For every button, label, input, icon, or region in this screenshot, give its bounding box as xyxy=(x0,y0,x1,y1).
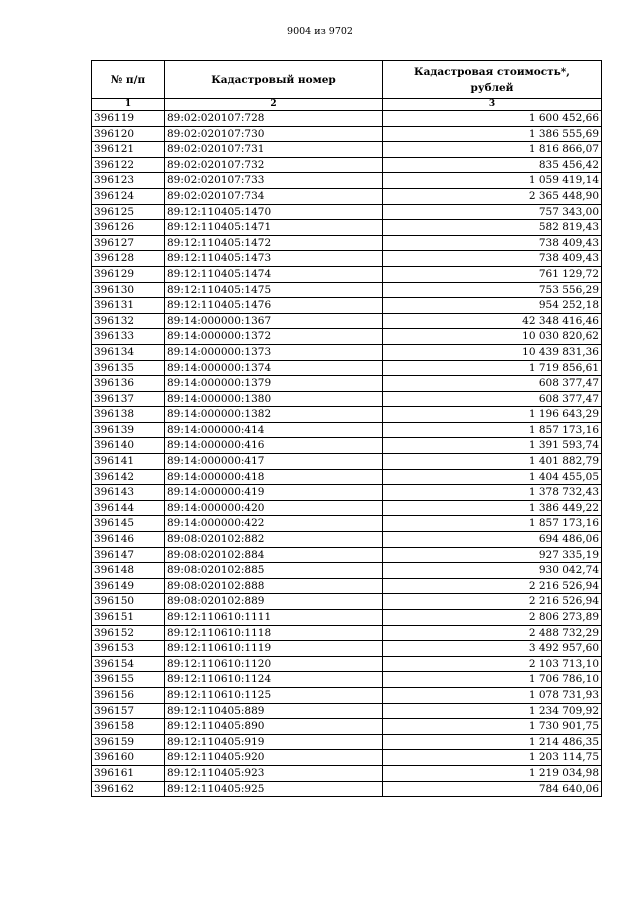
cadastral-value-cell: 10 030 820,62 xyxy=(383,329,602,345)
cadastral-value-cell: 694 486,06 xyxy=(383,532,602,548)
row-number-cell: 396159 xyxy=(92,734,165,750)
table-row xyxy=(92,235,602,251)
cadastral-number-cell: 89:08:020102:889 xyxy=(165,594,383,610)
cadastral-value-cell: 1 600 452,66 xyxy=(383,111,602,127)
cadastral-value-cell: 784 640,06 xyxy=(383,781,602,797)
cadastral-number-cell: 89:12:110405:1471 xyxy=(165,220,383,236)
cadastral-value-cell: 2 365 448,90 xyxy=(383,188,602,204)
cadastral-number-cell: 89:14:000000:1380 xyxy=(165,391,383,407)
row-number-cell: 396162 xyxy=(92,781,165,797)
cadastral-number-cell: 89:08:020102:882 xyxy=(165,532,383,548)
row-number-cell: 396161 xyxy=(92,765,165,781)
row-number-cell: 396160 xyxy=(92,750,165,766)
row-number-cell: 396133 xyxy=(92,329,165,345)
cadastral-value-cell: 2 488 732,29 xyxy=(383,625,602,641)
row-number-cell: 396141 xyxy=(92,454,165,470)
cadastral-number-cell: 89:14:000000:1374 xyxy=(165,360,383,376)
cadastral-number-cell: 89:14:000000:1379 xyxy=(165,376,383,392)
row-number-cell: 396138 xyxy=(92,407,165,423)
row-number-cell: 396135 xyxy=(92,360,165,376)
table-row xyxy=(92,376,602,392)
cadastral-value-cell: 761 129,72 xyxy=(383,266,602,282)
cadastral-value-cell: 1 401 882,79 xyxy=(383,454,602,470)
row-number-cell: 396149 xyxy=(92,578,165,594)
row-number-cell: 396121 xyxy=(92,142,165,158)
table-row xyxy=(92,563,602,579)
row-number-cell: 396148 xyxy=(92,563,165,579)
table-row xyxy=(92,313,602,329)
table-row xyxy=(92,454,602,470)
cadastral-number-cell: 89:12:110405:889 xyxy=(165,703,383,719)
row-number-cell: 396150 xyxy=(92,594,165,610)
cadastral-number-cell: 89:02:020107:733 xyxy=(165,173,383,189)
column-number-3: 3 xyxy=(383,99,602,111)
table-row xyxy=(92,594,602,610)
table-body xyxy=(92,111,602,797)
cadastral-value-cell: 1 234 709,92 xyxy=(383,703,602,719)
cadastral-number-cell: 89:14:000000:416 xyxy=(165,438,383,454)
cadastral-value-cell: 835 456,42 xyxy=(383,157,602,173)
table-row xyxy=(92,391,602,407)
cadastral-value-cell: 10 439 831,36 xyxy=(383,344,602,360)
row-number-cell: 396153 xyxy=(92,641,165,657)
cadastral-value-cell: 1 719 856,61 xyxy=(383,360,602,376)
table-row xyxy=(92,204,602,220)
cadastral-number-cell: 89:14:000000:419 xyxy=(165,485,383,501)
row-number-cell: 396143 xyxy=(92,485,165,501)
row-number-cell: 396151 xyxy=(92,610,165,626)
cadastral-value-cell: 1 203 114,75 xyxy=(383,750,602,766)
row-number-cell: 396156 xyxy=(92,687,165,703)
row-number-cell: 396120 xyxy=(92,126,165,142)
cadastral-value-cell: 753 556,29 xyxy=(383,282,602,298)
table-row xyxy=(92,703,602,719)
cadastral-number-cell: 89:12:110405:1473 xyxy=(165,251,383,267)
cadastral-number-cell: 89:14:000000:417 xyxy=(165,454,383,470)
column-number-row xyxy=(92,99,602,111)
cadastral-value-cell: 1 219 034,98 xyxy=(383,765,602,781)
row-number-cell: 396123 xyxy=(92,173,165,189)
cadastral-number-cell: 89:12:110610:1118 xyxy=(165,625,383,641)
cadastral-value-cell: 1 730 901,75 xyxy=(383,719,602,735)
cadastral-value-cell: 1 386 555,69 xyxy=(383,126,602,142)
cadastral-number-cell: 89:12:110405:920 xyxy=(165,750,383,766)
cadastral-value-cell: 2 103 713,10 xyxy=(383,656,602,672)
cadastral-number-cell: 89:14:000000:1373 xyxy=(165,344,383,360)
row-number-cell: 396146 xyxy=(92,532,165,548)
cadastral-value-cell: 42 348 416,46 xyxy=(383,313,602,329)
row-number-cell: 396132 xyxy=(92,313,165,329)
table-row xyxy=(92,500,602,516)
table-row xyxy=(92,516,602,532)
row-number-cell: 396130 xyxy=(92,282,165,298)
column-number-1: 1 xyxy=(92,99,165,111)
cadastral-value-cell: 738 409,43 xyxy=(383,251,602,267)
column-header-cadastral-value: Кадастровая стоимость*, рублей xyxy=(383,61,602,99)
cadastral-number-cell: 89:12:110405:1474 xyxy=(165,266,383,282)
cadastral-number-cell: 89:12:110610:1111 xyxy=(165,610,383,626)
row-number-cell: 396137 xyxy=(92,391,165,407)
cadastral-value-cell: 1 857 173,16 xyxy=(383,516,602,532)
cadastral-value-cell: 738 409,43 xyxy=(383,235,602,251)
row-number-cell: 396147 xyxy=(92,547,165,563)
cadastral-value-cell: 3 492 957,60 xyxy=(383,641,602,657)
column-header-cadastral-number: Кадастровый номер xyxy=(165,61,383,99)
cadastral-number-cell: 89:08:020102:888 xyxy=(165,578,383,594)
row-number-cell: 396127 xyxy=(92,235,165,251)
row-number-cell: 396131 xyxy=(92,298,165,314)
table-row xyxy=(92,532,602,548)
cadastral-number-cell: 89:14:000000:1372 xyxy=(165,329,383,345)
cadastral-value-cell: 1 706 786,10 xyxy=(383,672,602,688)
table-row xyxy=(92,251,602,267)
cadastral-value-cell: 1 378 732,43 xyxy=(383,485,602,501)
table-row xyxy=(92,126,602,142)
cadastral-value-table xyxy=(91,60,602,797)
cadastral-number-cell: 89:02:020107:731 xyxy=(165,142,383,158)
cadastral-value-cell: 954 252,18 xyxy=(383,298,602,314)
row-number-cell: 396119 xyxy=(92,111,165,127)
cadastral-value-cell: 1 404 455,05 xyxy=(383,469,602,485)
table-row xyxy=(92,298,602,314)
table-row xyxy=(92,282,602,298)
table-row xyxy=(92,672,602,688)
cadastral-value-cell: 2 806 273,89 xyxy=(383,610,602,626)
table-row xyxy=(92,719,602,735)
table-row xyxy=(92,111,602,127)
cadastral-number-cell: 89:14:000000:1367 xyxy=(165,313,383,329)
cadastral-number-cell: 89:14:000000:420 xyxy=(165,500,383,516)
table-row xyxy=(92,656,602,672)
table-row xyxy=(92,641,602,657)
table-row xyxy=(92,469,602,485)
table-row xyxy=(92,142,602,158)
cadastral-value-cell: 2 216 526,94 xyxy=(383,578,602,594)
cadastral-value-cell: 1 078 731,93 xyxy=(383,687,602,703)
table-row xyxy=(92,781,602,797)
table-row xyxy=(92,750,602,766)
row-number-cell: 396152 xyxy=(92,625,165,641)
cadastral-number-cell: 89:02:020107:730 xyxy=(165,126,383,142)
cadastral-number-cell: 89:14:000000:414 xyxy=(165,422,383,438)
table-row xyxy=(92,610,602,626)
row-number-cell: 396136 xyxy=(92,376,165,392)
table-row xyxy=(92,220,602,236)
table-row xyxy=(92,266,602,282)
row-number-cell: 396142 xyxy=(92,469,165,485)
cadastral-value-cell: 927 335,19 xyxy=(383,547,602,563)
column-header-number: № п/п xyxy=(92,61,165,99)
cadastral-value-cell: 757 343,00 xyxy=(383,204,602,220)
cadastral-number-cell: 89:12:110405:923 xyxy=(165,765,383,781)
cadastral-number-cell: 89:12:110405:919 xyxy=(165,734,383,750)
cadastral-value-cell: 1 857 173,16 xyxy=(383,422,602,438)
table-row xyxy=(92,344,602,360)
table-row xyxy=(92,407,602,423)
cadastral-value-cell: 930 042,74 xyxy=(383,563,602,579)
table-row xyxy=(92,687,602,703)
cadastral-value-cell: 1 059 419,14 xyxy=(383,173,602,189)
table-row xyxy=(92,188,602,204)
table-row xyxy=(92,173,602,189)
cadastral-number-cell: 89:12:110405:1472 xyxy=(165,235,383,251)
table-row xyxy=(92,329,602,345)
cadastral-value-cell: 608 377,47 xyxy=(383,376,602,392)
row-number-cell: 396128 xyxy=(92,251,165,267)
cadastral-number-cell: 89:12:110405:1476 xyxy=(165,298,383,314)
cadastral-number-cell: 89:12:110405:1475 xyxy=(165,282,383,298)
table-row xyxy=(92,625,602,641)
row-number-cell: 396158 xyxy=(92,719,165,735)
cadastral-number-cell: 89:02:020107:728 xyxy=(165,111,383,127)
row-number-cell: 396126 xyxy=(92,220,165,236)
table-row xyxy=(92,422,602,438)
cadastral-number-cell: 89:14:000000:418 xyxy=(165,469,383,485)
row-number-cell: 396134 xyxy=(92,344,165,360)
row-number-cell: 396154 xyxy=(92,656,165,672)
cadastral-value-cell: 608 377,47 xyxy=(383,391,602,407)
row-number-cell: 396140 xyxy=(92,438,165,454)
column-number-2: 2 xyxy=(165,99,383,111)
cadastral-value-cell: 1 196 643,29 xyxy=(383,407,602,423)
cadastral-number-cell: 89:12:110610:1119 xyxy=(165,641,383,657)
table-row xyxy=(92,360,602,376)
row-number-cell: 396129 xyxy=(92,266,165,282)
cadastral-value-cell: 1 214 486,35 xyxy=(383,734,602,750)
table-row xyxy=(92,734,602,750)
cadastral-value-cell: 1 386 449,22 xyxy=(383,500,602,516)
cadastral-number-cell: 89:02:020107:734 xyxy=(165,188,383,204)
row-number-cell: 396157 xyxy=(92,703,165,719)
row-number-cell: 396144 xyxy=(92,500,165,516)
row-number-cell: 396139 xyxy=(92,422,165,438)
cadastral-number-cell: 89:12:110610:1120 xyxy=(165,656,383,672)
row-number-cell: 396145 xyxy=(92,516,165,532)
cadastral-number-cell: 89:08:020102:884 xyxy=(165,547,383,563)
table-header-row xyxy=(92,61,602,99)
row-number-cell: 396122 xyxy=(92,157,165,173)
table-row xyxy=(92,765,602,781)
table-row xyxy=(92,578,602,594)
cadastral-number-cell: 89:12:110610:1124 xyxy=(165,672,383,688)
cadastral-value-cell: 1 816 866,07 xyxy=(383,142,602,158)
cadastral-number-cell: 89:12:110405:890 xyxy=(165,719,383,735)
cadastral-number-cell: 89:12:110405:925 xyxy=(165,781,383,797)
cadastral-number-cell: 89:12:110610:1125 xyxy=(165,687,383,703)
cadastral-number-cell: 89:14:000000:422 xyxy=(165,516,383,532)
page-counter: 9004 из 9702 xyxy=(287,26,353,37)
table-row xyxy=(92,547,602,563)
cadastral-value-cell: 1 391 593,74 xyxy=(383,438,602,454)
table-row xyxy=(92,485,602,501)
row-number-cell: 396125 xyxy=(92,204,165,220)
row-number-cell: 396155 xyxy=(92,672,165,688)
cadastral-value-cell: 582 819,43 xyxy=(383,220,602,236)
cadastral-number-cell: 89:14:000000:1382 xyxy=(165,407,383,423)
cadastral-number-cell: 89:02:020107:732 xyxy=(165,157,383,173)
table-row xyxy=(92,157,602,173)
cadastral-number-cell: 89:12:110405:1470 xyxy=(165,204,383,220)
row-number-cell: 396124 xyxy=(92,188,165,204)
cadastral-value-cell: 2 216 526,94 xyxy=(383,594,602,610)
table-row xyxy=(92,438,602,454)
cadastral-number-cell: 89:08:020102:885 xyxy=(165,563,383,579)
